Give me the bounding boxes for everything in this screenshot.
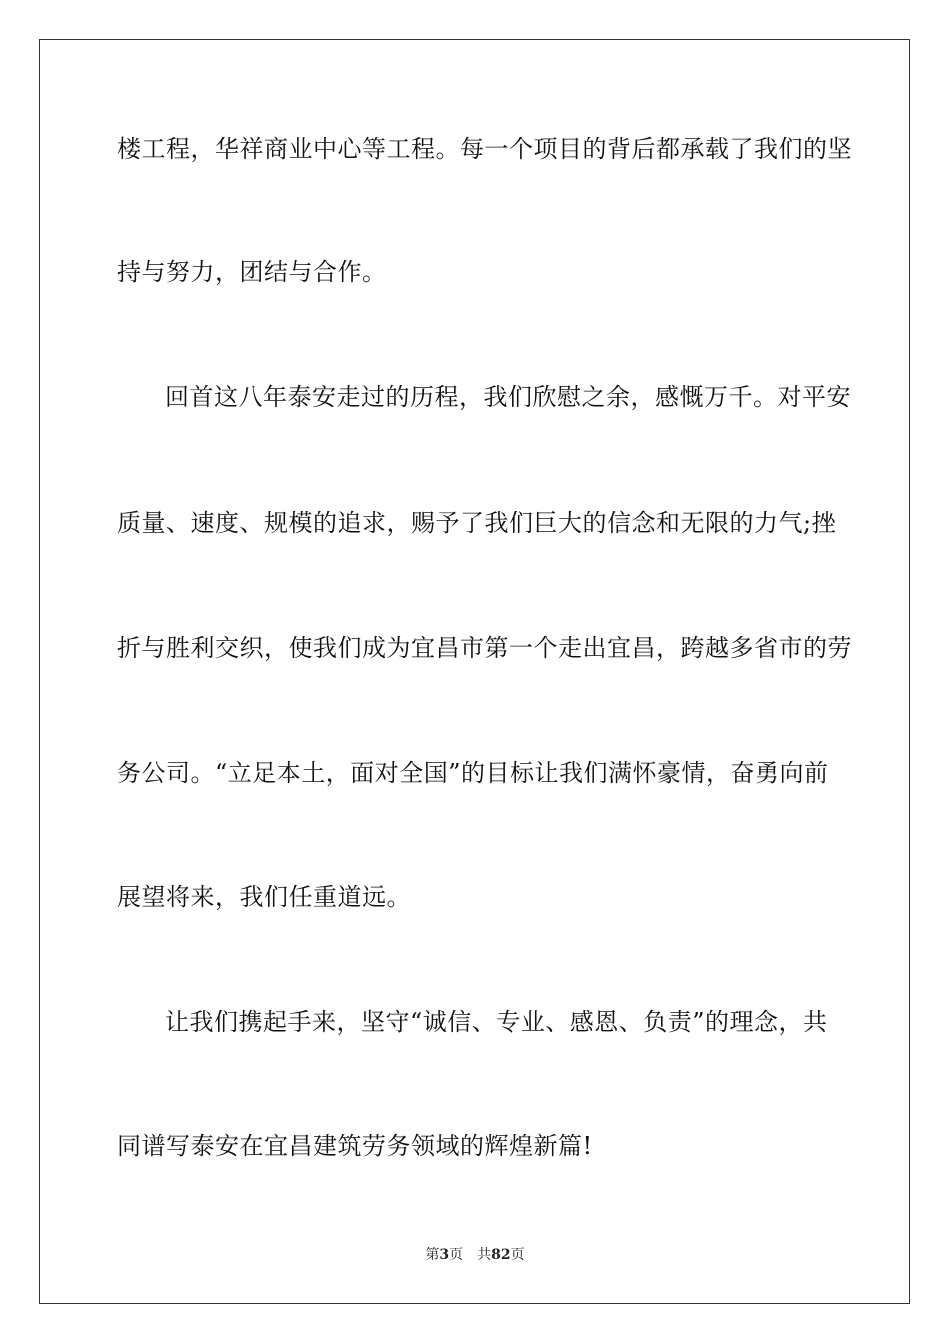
current-page-number: 3 — [439, 1247, 450, 1263]
text-line: 同谱写泰安在宜昌建筑劳务领域的辉煌新篇! — [117, 1132, 593, 1160]
page-label-suffix: 页 — [449, 1247, 464, 1263]
text-line: 务公司。“立足本土，面对全国”的目标让我们满怀豪情，奋勇向前 — [117, 759, 829, 787]
text-line: 质量、速度、规模的追求，赐予了我们巨大的信念和无限的力气;挫 — [117, 509, 837, 537]
paragraph-start-line: 回首这八年泰安走过的历程，我们欣慰之余，感慨万千。对平安 — [165, 383, 851, 411]
text-line: 折与胜利交织，使我们成为宜昌市第一个走出宜昌，跨越多省市的劳 — [117, 634, 852, 662]
page-label-prefix: 第 — [425, 1247, 440, 1263]
paragraph-start-line: 让我们携起手来，坚守“诚信、专业、感恩、负责”的理念，共 — [165, 1008, 828, 1036]
total-label-prefix: 共 — [477, 1247, 492, 1263]
total-label-suffix: 页 — [510, 1247, 525, 1263]
page-border — [39, 39, 910, 1304]
text-line: 展望将来，我们任重道远。 — [117, 883, 411, 911]
total-pages-number: 82 — [491, 1247, 511, 1263]
text-line: 持与努力，团结与合作。 — [117, 258, 387, 286]
text-line: 楼工程，华祥商业中心等工程。每一个项目的背后都承载了我们的坚 — [117, 135, 852, 163]
page-footer — [0, 1246, 950, 1264]
